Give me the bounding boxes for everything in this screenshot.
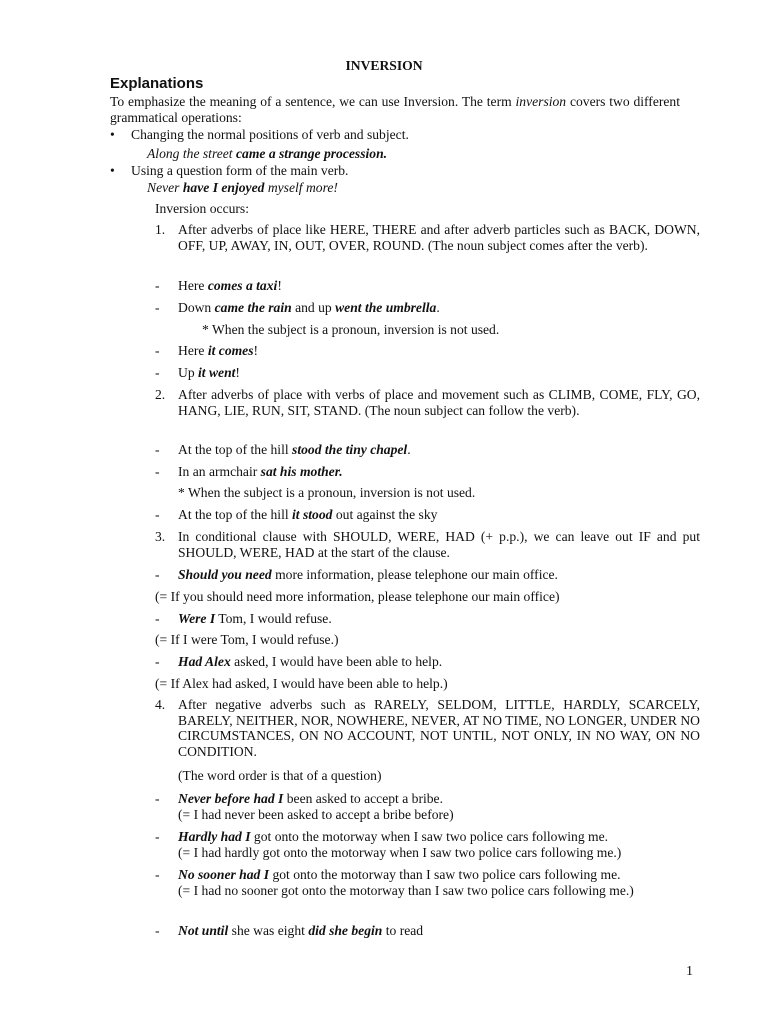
rule-number: 3. xyxy=(155,529,166,544)
example-bold: came a strange procession. xyxy=(235,146,388,161)
section-heading: Explanations xyxy=(110,75,204,92)
dash-marker: - xyxy=(155,507,160,522)
paraphrase-should: (= If you should need more information, please telephone our main office) xyxy=(155,589,560,604)
dash-marker: - xyxy=(155,829,160,844)
example-text: Never xyxy=(147,180,180,195)
example-text: myself more! xyxy=(267,180,338,195)
rule-text: After adverbs of place with verbs of place and movement such as CLIMB, COME, FLY, GO, HANG, LIE, RUN, SIT, STAND. (The noun subject can follow the verb). xyxy=(178,387,700,418)
rule-text: After adverbs of place like HERE, THERE and after adverb particles such as BACK, DOWN, OFF, UP, AWAY, IN, OUT, OVER, ROUND. (The noun subject comes after the verb). xyxy=(178,222,700,253)
document-page: INVERSION Explanations To emphasize the meaning of a sentence, we can use Inversion. The term inversion covers two different grammatical operations: • Changing the normal positions of verb and subject. Along the street came a strange procession. • Using a question form of the main verb. Never have I enjoyed myself more! Inversion occurs: 1. After adverbs of place like HERE, THERE and after adverb particles such as BACK, DOWN, OFF, UP, AWAY, IN, OUT, OVER, ROUND. (The noun subject comes after the verb). - Here comes a taxi! - Down came the rain and up went the umbrella. * When the subject is a pronoun, inversion is not used. - Here it comes! - Up it went! 2. After adverbs of place with verbs of place and movement such as CLIMB, COME, FLY, GO, HANG, LIE, RUN, SIT, STAND. (The noun subject can follow the verb). - At the top of the hill stood the tiny chapel. - In an armchair sat his mother. * When the subject is a pronoun, inversion is not used. - At the top of the hill it stood out against the sky 3. In conditional clause with SHOULD, WERE, HAD (+ p.p.), we can leave out IF and put SHOULD, WERE, HAD at the start of the clause. - Should you need more information, please telephone our main office. (= If you should need more information, please telephone our main office) - Were I Tom, I would refuse. (= If I were Tom, I would refuse.) - Had Alex asked, I would have been able to help. (= If Alex had asked, I would have been able to help.) 4. After negative adverbs such as RARELY, SELDOM, LITTLE, HARDLY, SCARCELY, BARELY, NEITHER, NOR, NOWHERE, NEVER, AT NO TIME, NO LONGER, UNDER NO CIRCUMSTANCES, ON NO ACCOUNT, NOT UNTIL, NOT ONLY, IN NO WAY, ON NO CONDITION. (The word order is that of a question) - Never before had I been asked to accept a bribe. (= I had never been asked to accept a bribe before) - Hardly had I got onto the motorway when I saw two police cars following me. (= I had hardly got onto the motorway when I saw two police cars following me.) - No sooner had I got onto the motorway than I saw two police cars following me. (= I had no sooner got onto the motorway than I saw two police cars following me.) - Not until she was eight did she begin to read 1 xyxy=(0,0,768,1024)
rule-4-note: (The word order is that of a question) xyxy=(178,768,382,783)
intro-paragraph xyxy=(110,94,680,125)
example-text: Along the street xyxy=(147,146,233,161)
dash-marker: - xyxy=(155,278,160,293)
paraphrase-had: (= If Alex had asked, I would have been able to help.) xyxy=(155,676,448,691)
rule-2 xyxy=(155,387,700,435)
dash-marker: - xyxy=(155,567,160,582)
intro-text: To emphasize the meaning of a sentence, we can use Inversion. The term xyxy=(110,94,512,109)
bullet-example-2 xyxy=(147,180,338,196)
example-bold: have I enjoyed xyxy=(182,180,265,195)
rule-1 xyxy=(155,222,700,270)
bullet-icon: • xyxy=(110,127,115,142)
bullet-icon: • xyxy=(110,163,115,178)
paraphrase-were: (= If I were Tom, I would refuse.) xyxy=(155,632,339,647)
dash-marker: - xyxy=(155,365,160,380)
dash-marker: - xyxy=(155,343,160,358)
dash-marker: - xyxy=(155,791,160,806)
intro-text-end: covers two different grammatical operations: xyxy=(110,94,680,125)
dash-marker: - xyxy=(155,867,160,882)
note-pronoun-1: * When the subject is a pronoun, inversion is not used. xyxy=(202,322,500,337)
page-number: 1 xyxy=(686,964,693,979)
dash-marker: - xyxy=(155,654,160,669)
rule-3 xyxy=(155,529,700,561)
rule-number: 4. xyxy=(155,697,166,712)
dash-marker: - xyxy=(155,923,160,938)
occurs-label: Inversion occurs: xyxy=(155,201,249,216)
rule-text: After negative adverbs such as RARELY, SELDOM, LITTLE, HARDLY, SCARCELY, BARELY, NEITHER, NOR, NOWHERE, NEVER, AT NO TIME, NO LONGER, UNDER NO CIRCUMSTANCES, ON NO ACCOUNT, NOT UNTIL, NOT ONLY, IN NO WAY, ON NO CONDITION. xyxy=(178,697,700,759)
intro-term: inversion xyxy=(515,94,567,109)
rule-text: In conditional clause with SHOULD, WERE, HAD (+ p.p.), we can leave out IF and put SHOULD, WERE, HAD at the start of the clause. xyxy=(178,529,700,560)
bullet-text: Using a question form of the main verb. xyxy=(131,163,349,178)
dash-marker: - xyxy=(155,464,160,479)
dash-marker: - xyxy=(155,442,160,457)
note-pronoun-2: * When the subject is a pronoun, inversion is not used. xyxy=(178,485,476,500)
dash-marker: - xyxy=(155,611,160,626)
rule-number: 2. xyxy=(155,387,166,402)
page-title: INVERSION xyxy=(345,58,423,73)
bullet-example-1 xyxy=(147,146,387,162)
rule-4 xyxy=(155,697,700,761)
rule-number: 1. xyxy=(155,222,166,237)
bullet-text: Changing the normal positions of verb and subject. xyxy=(131,127,409,142)
dash-marker: - xyxy=(155,300,160,315)
